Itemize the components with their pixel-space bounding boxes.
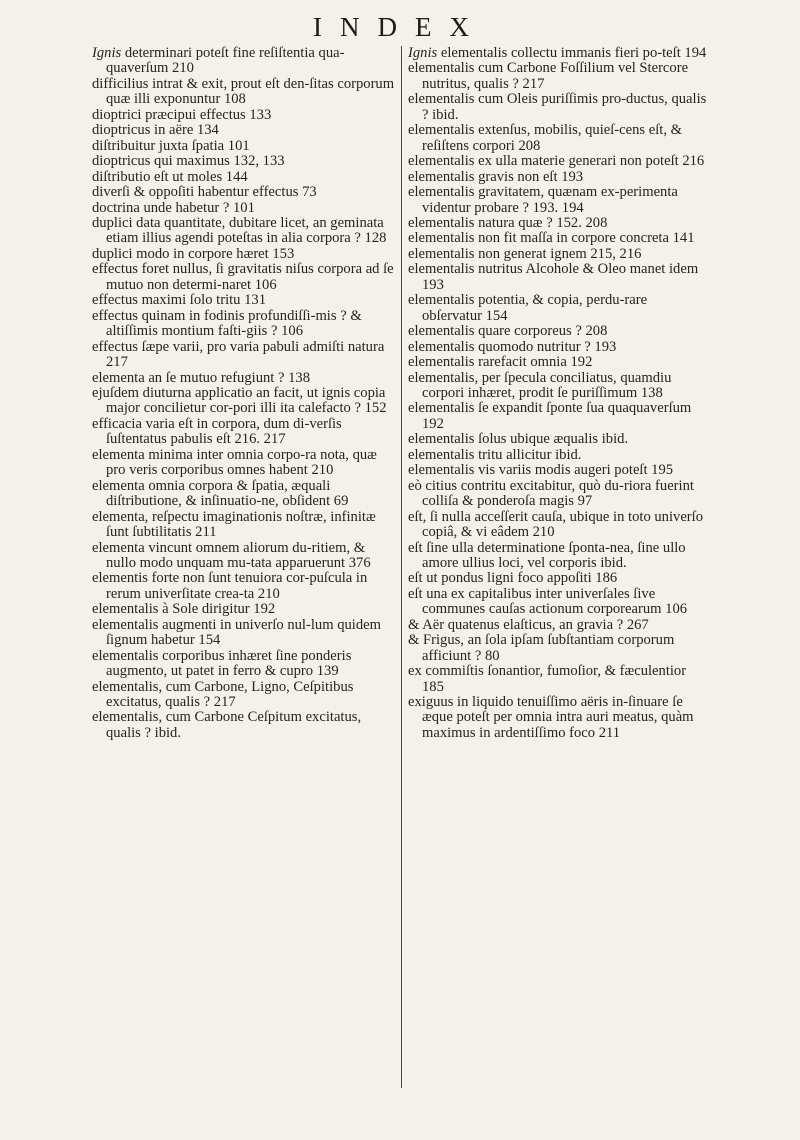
- index-entry: [408, 448, 708, 463]
- index-entry: [408, 479, 708, 510]
- entry-text: & Frigus, an ſola ipſam ſubſtantiam corporum afficiunt ? 80: [408, 632, 675, 664]
- index-entry: [92, 247, 398, 262]
- entry-text: elementa minima inter omnia corpo-ra nota, quæ pro veris corporibus omnes habent 210: [92, 446, 377, 479]
- index-entry: [408, 61, 708, 92]
- entry-text: elementalis collectu immanis fieri po-teſt 194: [440, 45, 707, 61]
- index-entry: [408, 154, 708, 169]
- entry-text: elementis forte non ſunt tenuiora cor-puſcula in rerum univerſitate crea-ta 210: [92, 570, 368, 602]
- entry-text: ejuſdem diuturna applicatio an facit, ut ignis copia major concilietur cor-pori illi ita calefacto ? 152: [92, 384, 387, 417]
- entry-text: effectus quinam in fodinis profundiſſi-mis ? & altiſſimis montium faſti-giis ? 106: [92, 307, 362, 340]
- entry-text: elementalis ex ulla materie generari non poteſt 216: [408, 153, 705, 170]
- index-entry: [408, 633, 708, 664]
- index-entry: [408, 587, 708, 618]
- index-entry: [92, 541, 398, 572]
- index-entry: [92, 417, 398, 448]
- index-entry: [92, 386, 398, 417]
- entry-text: difficilius intrat & exit, prout eſt den-ſitas corporum quæ illi exponuntur 108: [92, 75, 395, 108]
- entry-text: elementalis extenſus, mobilis, quieſ-cens eſt, & reſiſtens corpori 208: [408, 122, 682, 154]
- index-entry: [408, 340, 708, 355]
- entry-text: elementalis, cum Carbone Ceſpitum excitatus, qualis ? ibid.: [92, 709, 362, 741]
- index-entry: [92, 185, 398, 200]
- index-entry: [408, 247, 708, 262]
- index-entry: [408, 46, 708, 61]
- entry-text: elementa, reſpectu imaginationis noſtræ, infinitæ ſunt ſubtilitatis 211: [92, 508, 376, 541]
- entry-text: duplici data quantitate, dubitare licet, an geminata etiam illius agendi poteſtas in alia corpora ? 128: [92, 214, 387, 247]
- index-entry: [408, 324, 708, 339]
- index-entry: [92, 649, 398, 680]
- index-entry: [408, 92, 708, 123]
- entry-text: elementalis nutritus Alcohole & Oleo manet idem 193: [408, 261, 699, 293]
- entry-text: effectus ſæpe varii, pro varia pabuli admiſti natura 217: [92, 338, 385, 371]
- entry-text: diſtribuitur juxta ſpatia 101: [92, 137, 250, 154]
- entry-text: elementalis ſolus ubique æqualis ibid.: [408, 431, 629, 448]
- entry-text: elementalis augmenti in univerſo nul-lum quidem ſignum habetur 154: [92, 616, 381, 649]
- index-entry: [92, 262, 398, 293]
- entry-text: elementalis non generat ignem 215, 216: [408, 245, 642, 262]
- entry-text: elementalis natura quæ ? 152. 208: [408, 214, 608, 231]
- entry-text: & Aër quatenus elaſticus, an gravia ? 267: [408, 616, 649, 633]
- index-entry: [408, 401, 708, 432]
- entry-text: doctrina unde habetur ? 101: [92, 199, 255, 216]
- entry-text: elementalis vis variis modis augeri poteſt 195: [408, 462, 674, 479]
- index-entry: [408, 293, 708, 324]
- index-entry: [408, 664, 708, 695]
- index-entry: [92, 201, 398, 216]
- entry-text: elementalis tritu allicitur ibid.: [408, 446, 582, 463]
- entry-text: eſt, ſi nulla acceſſerit cauſa, ubique in toto univerſo copiâ, & vi eâdem 210: [408, 508, 704, 541]
- index-entry: [408, 123, 708, 154]
- index-entry: [408, 463, 708, 478]
- entry-text: elementalis cum Oleis puriſſimis pro-ductus, qualis ? ibid.: [408, 91, 707, 123]
- index-entry: [408, 432, 708, 447]
- index-entry: [408, 216, 708, 231]
- entry-text: eſt ſine ulla determinatione ſponta-nea, ſine ullo amore ullius loci, vel corporis ibid.: [408, 539, 686, 571]
- entry-text: diverſi & oppoſiti habentur effectus 73: [92, 184, 317, 201]
- entry-text: ex commiſtis ſonantior, fumoſior, & fæculentior 185: [408, 663, 687, 695]
- index-entry: [408, 355, 708, 370]
- index-entry: [92, 340, 398, 371]
- index-entry: [408, 571, 708, 586]
- index-entry: [92, 309, 398, 340]
- index-entry: [92, 293, 398, 308]
- entry-text: eſt una ex capitalibus inter univerſales ſive communes cauſas actionum corporearum 106: [408, 585, 688, 618]
- entry-text: elementalis, per ſpecula conciliatus, quamdiu corpori inhæret, prodit ſe puriſſimum 138: [408, 369, 672, 401]
- index-entry: [408, 262, 708, 293]
- entry-text: elementalis cum Carbone Foſſilium vel Stercore nutritus, qualis ? 217: [408, 60, 689, 92]
- entry-text: effectus maximi ſolo tritu 131: [92, 292, 267, 309]
- entry-text: determinari poteſt fine reſiſtentia qua-quaverſum 210: [106, 45, 345, 77]
- entry-text: elementalis ſe expandit ſponte ſua quaquaverſum 192: [408, 400, 692, 432]
- index-entry: [408, 541, 708, 572]
- entry-text: elementa omnia corpora & ſpatia, æquali diſtributione, & inſinuatio-ne, obſident 69: [92, 477, 349, 510]
- index-entry: [92, 448, 398, 479]
- entry-text: elementalis à Sole dirigitur 192: [92, 601, 276, 618]
- index-entry: [92, 618, 398, 649]
- entry-text: elementa vincunt omnem aliorum du-ritiem, & nullo modo unquam mu-tata apparuerunt 376: [92, 539, 371, 571]
- entry-text: elementa an ſe mutuo refugiunt ? 138: [92, 369, 311, 386]
- entry-text: elementalis rarefacit omnia 192: [408, 354, 593, 371]
- entry-text: exiguus in liquido tenuiſſimo aëris in-ſinuare ſe æque poteſt per omnia intra auri meatus, quàm maximus in ardentiſſimo foco 211: [408, 694, 694, 741]
- index-entry: [92, 123, 398, 138]
- page-title: INDEX: [313, 12, 487, 42]
- entry-text: duplici modo in corpore hæret 153: [92, 245, 295, 262]
- index-entry: [92, 371, 398, 386]
- entry-text: elementalis, cum Carbone, Ligno, Ceſpitibus excitatus, qualis ? 217: [92, 678, 354, 711]
- column-divider: [401, 46, 402, 1088]
- index-entry: [408, 618, 708, 633]
- index-entry: [92, 510, 398, 541]
- entry-text: elementalis potentia, & copia, perdu-rare obſervatur 154: [408, 292, 648, 324]
- left-column: [92, 46, 398, 741]
- index-entry: [408, 695, 708, 741]
- entry-text: diſtributio eſt ut moles 144: [92, 168, 248, 185]
- entry-text: dioptricus qui maximus 132, 133: [92, 153, 285, 170]
- index-entry: [92, 571, 398, 602]
- entry-text: elementalis gravis non eſt 193: [408, 168, 584, 185]
- entry-text: elementalis corporibus inhæret ſine ponderis augmento, ut patet in ferro & cupro 139: [92, 647, 352, 680]
- index-entry: [92, 154, 398, 169]
- index-entry: [92, 680, 398, 711]
- entry-text: eò citius contritu excitabitur, quò du-riora fuerint colliſa & ponderoſa magis 97: [408, 477, 694, 510]
- index-entry: [92, 479, 398, 510]
- entry-text: dioptricus in aëre 134: [92, 122, 219, 139]
- right-column: [408, 46, 708, 741]
- entry-text: elementalis gravitatem, quænam ex-perimenta videntur probare ? 193. 194: [408, 184, 678, 216]
- index-entry: [92, 108, 398, 123]
- entry-text: efficacia varia eſt in corpora, dum di-verſis ſuſtentatus pabulis eſt 216. 217: [92, 415, 342, 448]
- index-entry: [92, 216, 398, 247]
- entry-text: elementalis quomodo nutritur ? 193: [408, 338, 617, 355]
- index-entry: [92, 710, 398, 741]
- index-entry: [408, 231, 708, 246]
- index-entry: [408, 170, 708, 185]
- entry-text: eſt ut pondus ligni foco appoſiti 186: [408, 570, 618, 587]
- entry-text: elementalis non fit maſſa in corpore concreta 141: [408, 230, 695, 247]
- entry-text: effectus foret nullus, ſi gravitatis niſus corpora ad ſe mutuo non determi-naret 106: [92, 261, 394, 293]
- entry-headword: Ignis: [408, 45, 438, 61]
- index-entry: [92, 77, 398, 108]
- index-entry: [92, 139, 398, 154]
- index-entry: [408, 371, 708, 402]
- entry-text: elementalis quare corporeus ? 208: [408, 323, 608, 340]
- index-entry: [92, 170, 398, 185]
- index-entry: [408, 185, 708, 216]
- entry-headword: Ignis: [92, 45, 122, 61]
- entry-text: dioptrici præcipui effectus 133: [92, 106, 272, 123]
- index-entry: [92, 46, 398, 77]
- index-entry: [92, 602, 398, 617]
- index-entry: [408, 510, 708, 541]
